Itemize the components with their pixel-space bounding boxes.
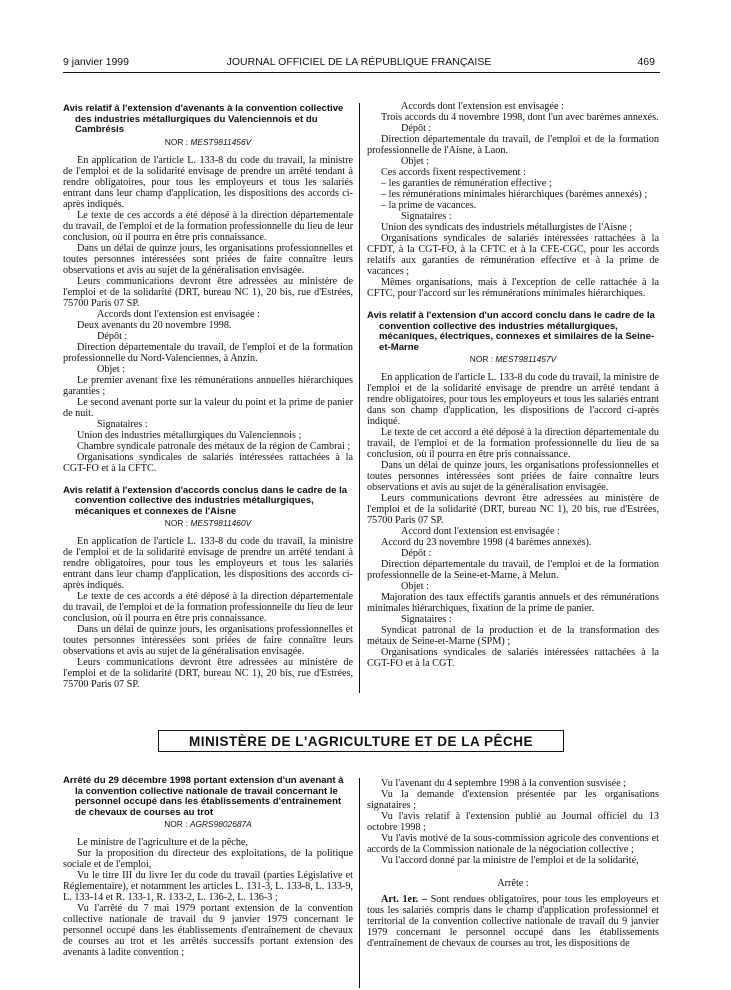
nor-reference: NOR : MEST9811456V xyxy=(164,136,252,147)
page-number: 469 xyxy=(637,56,655,68)
paragraph: Chambre syndicale patronale des métaux de la région de Cambrai ; xyxy=(77,440,351,452)
paragraph: Le ministre de l'agriculture et de la pêche, xyxy=(77,837,248,848)
section-label: Objet : xyxy=(401,156,430,167)
paragraph: Vu le titre III du livre Ier du code du travail (parties Législative et Réglementaire), et notamment les articles L. 131-3, L. 133-8, L. 133-9, L. 133-14 et R. 133-1, R. 133-2, L. 136-2, L. 136-3 ; xyxy=(63,870,353,903)
paragraph: Organisations syndicales de salariés intéressées rattachées à la CFDT, à la CGT-FO, à la CFTC et à la CFE-CGC, pour les accords relatifs aux garanties de rémunération effective et à la prime de vacances ; xyxy=(367,233,659,277)
paragraph: Le second avenant porte sur la valeur du point et la prime de panier de nuit. xyxy=(63,396,353,419)
article-1-lead: Art. 1er. – xyxy=(381,894,427,905)
paragraph: Le premier avenant fixe les rémunérations annuelles hiérarchiques garanties ; xyxy=(63,374,353,397)
paragraph: Vu la demande d'extension présentée par les organisations signataires ; xyxy=(367,789,659,811)
right-column xyxy=(367,101,659,669)
section-label: Dépôt : xyxy=(97,330,128,342)
issue-date: 9 janvier 1999 xyxy=(63,56,129,68)
list-item: – les rémunérations minimales hiérarchiques (barèmes annexés) ; xyxy=(381,189,648,200)
nor-reference: NOR : MEST9811457V xyxy=(469,354,557,364)
paragraph: Vu l'avis relatif à l'extension publié au Journal officiel du 13 octobre 1998 ; xyxy=(367,811,659,833)
paragraph: Organisations syndicales de salariés intéressées rattachées à la CGT-FO et à la CGT. xyxy=(367,647,659,669)
paragraph: Le texte de ces accords a été déposé à la direction départementale du travail, de l'emploi et de la formation professionnelle du lieu de leur conclusion, où il pourra en être pris connaissance. xyxy=(63,209,353,243)
arrete-right-column xyxy=(367,778,659,949)
ministry-banner: MINISTÈRE DE L'AGRICULTURE ET DE LA PÊCHE xyxy=(158,730,564,752)
paragraph: Direction départementale du travail, de l'emploi et de la formation professionnelle de l'Aisne, à Laon. xyxy=(367,134,659,156)
running-head xyxy=(63,56,655,70)
paragraph: Sur la proposition du directeur des exploitations, de la politique sociale et de l'emploi, xyxy=(63,848,353,870)
paragraph: Leurs communications devront être adressées au ministère de l'emploi et de la solidarité (DRT, bureau NC 1), 20 bis, rue d'Estrées, 75700 Paris 07 SP. xyxy=(63,657,353,690)
column-divider xyxy=(359,103,360,693)
arrete-left-column xyxy=(63,776,353,958)
paragraph: Union des industries métallurgiques du Valenciennois ; xyxy=(77,429,302,441)
section-label: Dépôt : xyxy=(401,123,432,134)
paragraph: Dans un délai de quinze jours, les organisations professionnelles et toutes personnes intéressées sont priées de faire connaître leurs observations et avis au sujet de la généralisation envisagée. xyxy=(63,242,353,276)
arrete-label: Arrête : xyxy=(497,878,529,889)
paragraph: Deux avenants du 20 novembre 1998. xyxy=(77,319,232,331)
section-label: Signataires : xyxy=(401,211,452,222)
notice-heading-valenciennois: Avis relatif à l'extension d'avenants à la convention collective des industries métallurgiques du Valenciennois et du Cambrésis xyxy=(63,103,344,135)
paragraph: Vu l'avis motivé de la sous-commission agricole des conventions et accords de la Commission nationale de la négociation collective ; xyxy=(367,833,659,855)
paragraph: Le texte de ces accords a été déposé à la direction départementale du travail, de l'emploi et de la formation professionnelle du lieu de leur conclusion, où il pourra en être pris connaissance. xyxy=(63,591,353,624)
paragraph: Organisations syndicales de salariés intéressées rattachées à la CGT-FO et à la CFTC. xyxy=(63,451,353,474)
paragraph: Dans un délai de quinze jours, les organisations professionnelles et toutes personnes intéressées sont priées de faire connaître leurs observations et avis au sujet de la généralisation envisagée. xyxy=(63,624,353,657)
list-item: – la prime de vacances. xyxy=(381,200,477,211)
paragraph: Trois accords du 4 novembre 1998, dont l'un avec barèmes annexés. xyxy=(381,112,659,123)
paragraph: Majoration des taux effectifs garantis annuels et des rémunérations minimales hiérarchiques, fixation de la prime de panier. xyxy=(367,592,659,614)
paragraph: En application de l'article L. 133-8 du code du travail, la ministre de l'emploi et de la solidarité envisage de prendre un arrêté tendant à rendre obligatoires, pour tous les employeurs et tous les salariés entrant dans leur champ d'application, les dispositions des accords ci-après indiqués. xyxy=(63,154,353,210)
column-divider xyxy=(359,778,360,988)
paragraph: Ces accords fixent respectivement : xyxy=(381,167,526,178)
paragraph: Vu l'avenant du 4 septembre 1998 à la convention susvisée ; xyxy=(381,778,627,789)
paragraph: Accords dont l'extension est envisagée : xyxy=(401,101,564,112)
section-label: Objet : xyxy=(401,581,430,592)
paragraph: Union des syndicats des industriels métallurgistes de l'Aisne ; xyxy=(381,222,633,233)
paragraph: Vu l'accord donné par la ministre de l'emploi et de la solidarité, xyxy=(381,855,639,866)
list-item: – les garanties de rémunération effective ; xyxy=(381,178,552,189)
section-label: Dépôt : xyxy=(401,548,432,559)
journal-title: JOURNAL OFFICIEL DE LA RÉPUBLIQUE FRANÇAISE xyxy=(226,56,492,68)
section-label: Signataires : xyxy=(401,614,452,625)
left-column xyxy=(63,104,353,690)
section-label: Objet : xyxy=(97,363,126,375)
arrete-heading: Arrêté du 29 décembre 1998 portant extension d'un avenant à la convention collective nationale de travail concernant le personnel occupé dans les établissements d'entraînement de chevaux de courses au trot xyxy=(63,775,344,818)
paragraph: En application de l'article L. 133-8 du code du travail, la ministre de l'emploi et de la solidarité envisage de prendre un arrêté tendant à rendre obligatoires, pour tous les employeurs et tous les salariés entrant dans leur champ d'application, les dispositions des accords ci-après indiqués. xyxy=(63,536,353,591)
paragraph: Vu l'arrêté du 7 mai 1979 portant extension de la convention collective nationale de travail du 9 janvier 1979 concernant le personnel occupé dans les établissements d'entraînement de chevaux de courses au trot et les arrêtés successifs portant extension des avenants à ladite convention ; xyxy=(63,903,353,958)
section-label: Signataires : xyxy=(97,418,148,430)
paragraph: Leurs communications devront être adressées au ministère de l'emploi et de la solidarité (DRT, bureau NC 1), 20 bis, rue d'Estrées, 75700 Paris 07 SP. xyxy=(63,275,353,309)
nor-reference: NOR : AGRS9802687A xyxy=(164,819,252,829)
article-1-text: Sont rendues obligatoires, pour tous les employeurs et tous les salariés compris dans le champ d'application professionnel et territorial de la convention collective nationale de travail du 9 janvier 1979 concernant le personnel occupé dans les établissements d'entraînement de chevaux de courses au trot, les dispositions de xyxy=(367,894,659,949)
notice-heading-aisne: Avis relatif à l'extension d'accords conclus dans le cadre de la convention collective des industries métallurgiques, mécaniques et connexes de l'Aisne xyxy=(63,484,348,517)
paragraph: Direction départementale du travail, de l'emploi et de la formation professionnelle du Nord-Valenciennes, à Anzin. xyxy=(63,341,353,364)
notice-heading-seine-et-marne: Avis relatif à l'extension d'un accord conclu dans le cadre de la convention collective des industries métallurgiques, mécaniques, électriques, connexes et similaires de la Seine-et-Marne xyxy=(367,310,655,353)
paragraph: Mêmes organisations, mais à l'exception de celle rattachée à la CFTC, pour l'accord sur les rémunérations minimales hiérarchiques. xyxy=(367,277,659,299)
paragraph: Syndicat patronal de la production et de la transformation des métaux de Seine-et-Marne (SPM) ; xyxy=(367,625,659,647)
header-rule xyxy=(63,72,660,73)
paragraph: Le texte de cet accord a été déposé à la direction départementale du travail, de l'emploi et de la formation professionnelle du lieu de sa conclusion, où il pourra en être pris connaissance. xyxy=(367,427,659,460)
nor-reference: NOR : MEST9811460V xyxy=(164,518,252,528)
paragraph: Direction départementale du travail, de l'emploi et de la formation professionnelle de la Seine-et-Marne, à Melun. xyxy=(367,559,659,581)
paragraph: En application de l'article L. 133-8 du code du travail, la ministre de l'emploi et de la solidarité envisage de prendre un arrêté tendant à rendre obligatoires, pour tous les employeurs et tous les salariés entrant dans son champ d'application, les dispositions de l'accord ci-après indiqué. xyxy=(367,372,659,427)
paragraph: Accord du 23 novembre 1998 (4 barèmes annexés). xyxy=(381,537,592,548)
paragraph: Accord dont l'extension est envisagée : xyxy=(401,526,560,537)
paragraph: Leurs communications devront être adressées au ministère de l'emploi et de la solidarité (DRT, bureau NC 1), 20 bis, rue d'Estrées, 75700 Paris 07 SP. xyxy=(367,493,659,526)
paragraph: Accords dont l'extension est envisagée : xyxy=(97,308,260,320)
article-1 xyxy=(367,894,659,949)
paragraph: Dans un délai de quinze jours, les organisations professionnelles et toutes personnes intéressées sont priées de faire connaître leurs observations et avis au sujet de la généralisation envisagée. xyxy=(367,460,659,493)
